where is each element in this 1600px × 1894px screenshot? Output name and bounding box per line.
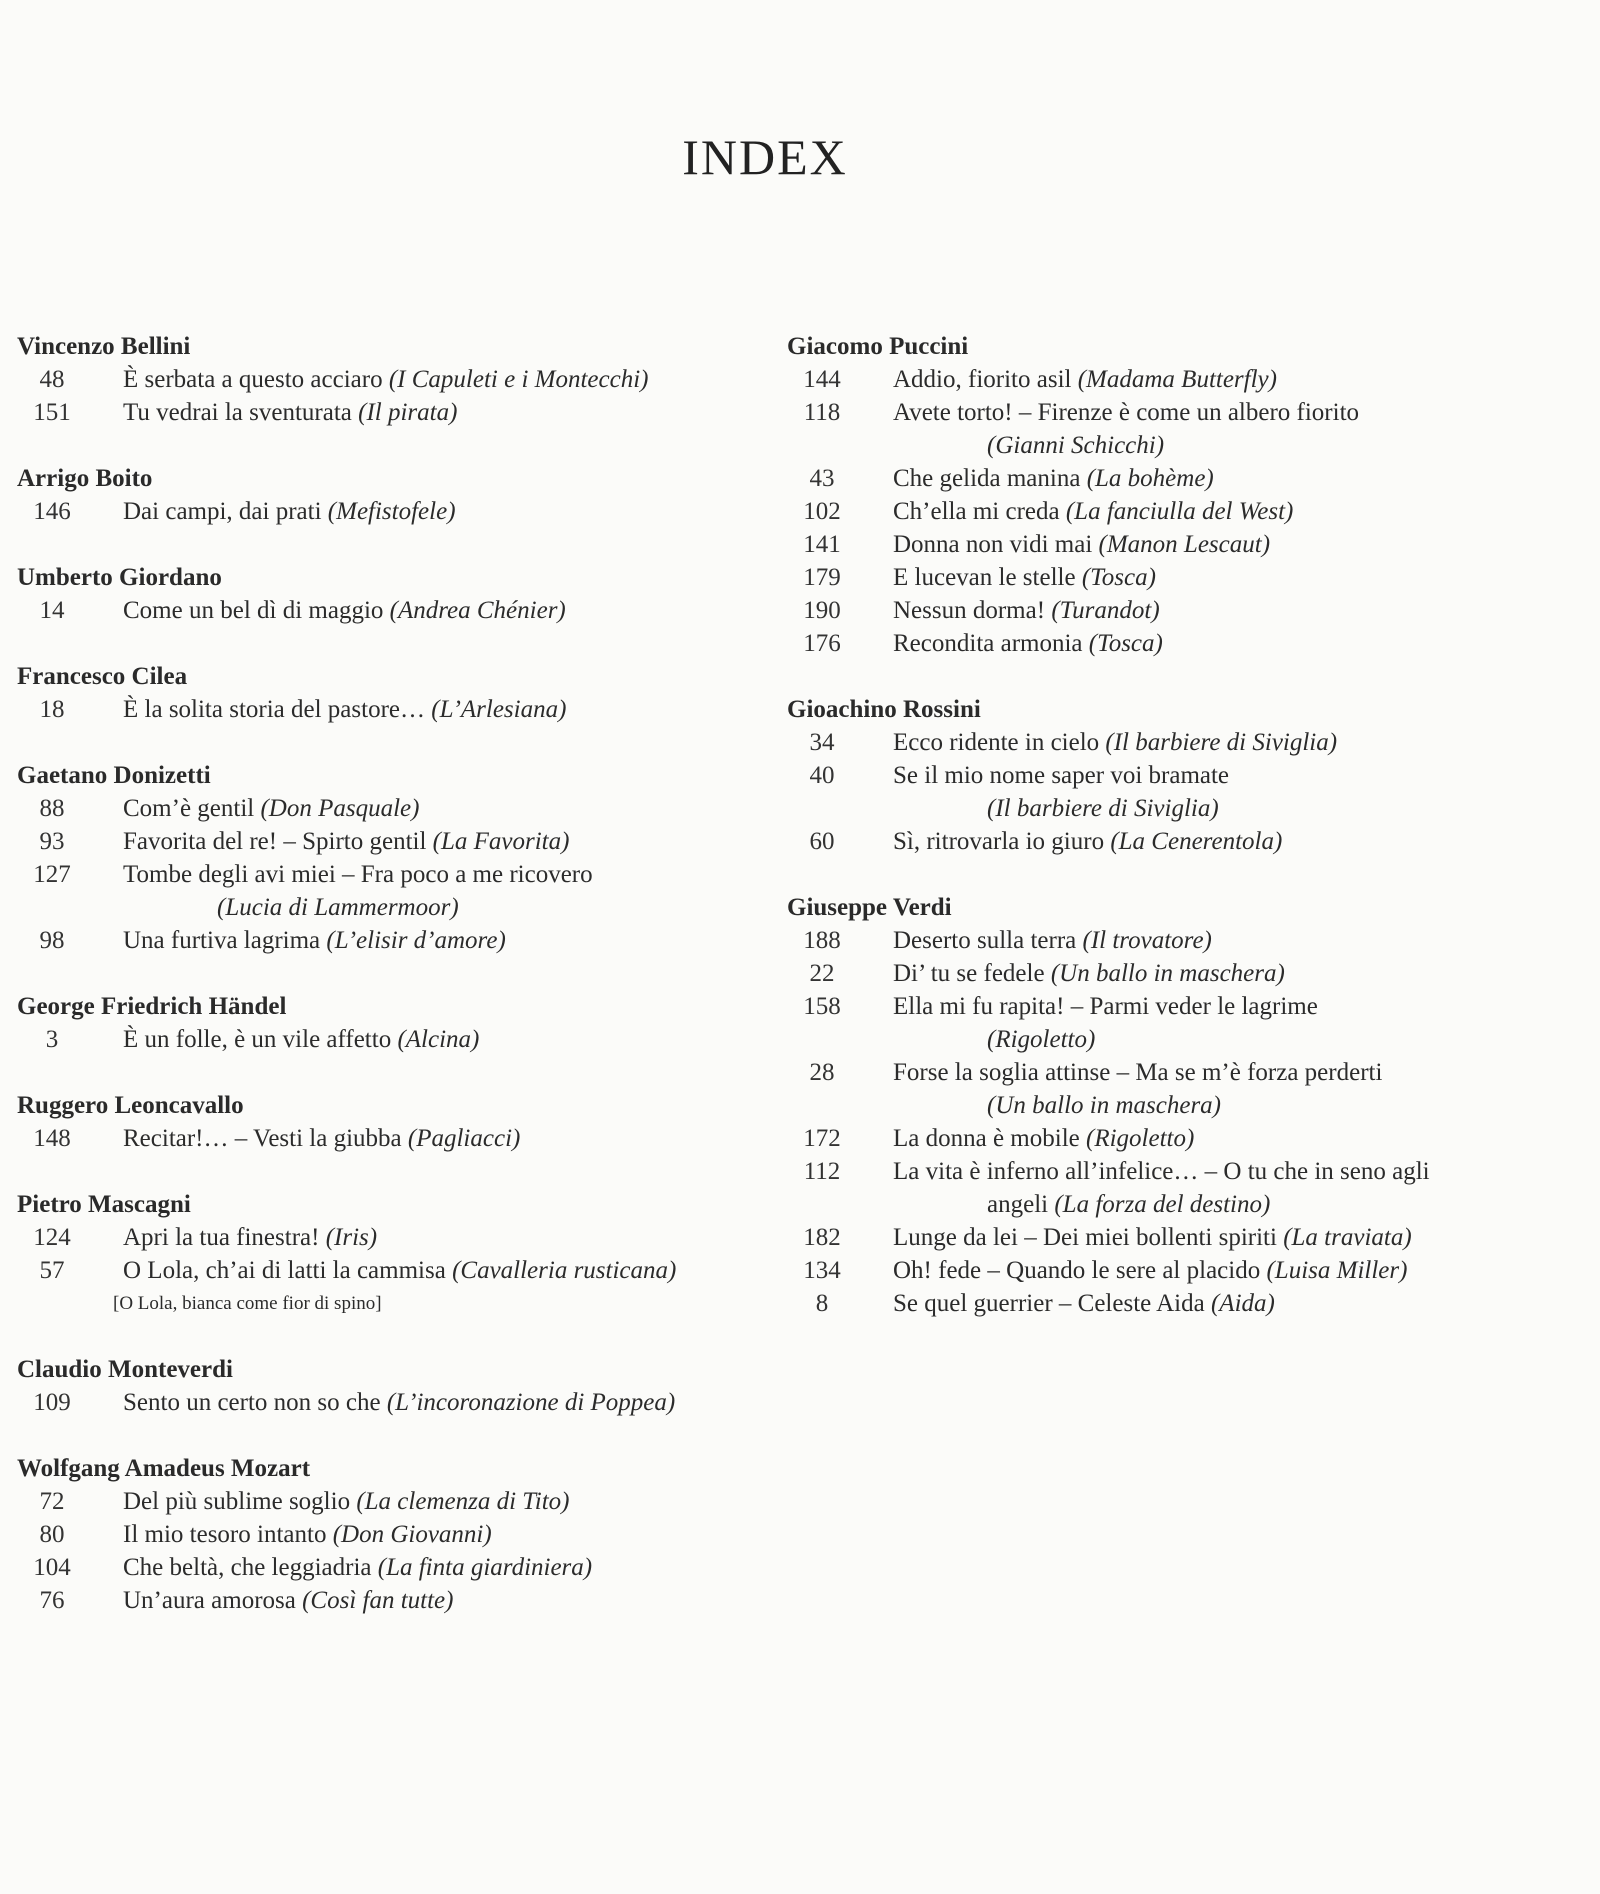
aria-title: Del più sublime soglio xyxy=(123,1488,357,1515)
entry-line xyxy=(123,363,777,396)
entry-text xyxy=(857,528,1547,561)
entry-line xyxy=(123,1254,777,1287)
aria-title: È la solita storia del pastore… xyxy=(123,696,432,723)
index-entry xyxy=(17,1551,777,1584)
index-entry xyxy=(787,726,1547,759)
aria-title: O Lola, ch’ai di latti la cammisa xyxy=(123,1257,453,1284)
opera-title: (Tosca) xyxy=(1088,630,1163,657)
index-entry xyxy=(17,1518,777,1551)
page-number: 3 xyxy=(45,1026,59,1053)
aria-title: Come un bel dì di maggio xyxy=(123,597,390,624)
entry-text xyxy=(857,990,1547,1056)
entry-line xyxy=(893,957,1547,990)
entry-text xyxy=(87,363,777,396)
entry-line xyxy=(123,792,777,825)
page-number: 158 xyxy=(803,993,841,1020)
composer-name: Giacomo Puccini xyxy=(787,333,969,360)
aria-title: Donna non vidi mai xyxy=(893,531,1099,558)
index-entry xyxy=(787,396,1547,462)
composer-section xyxy=(787,693,1547,858)
index-entry xyxy=(787,1287,1547,1320)
index-entry xyxy=(787,957,1547,990)
aria-title: Deserto sulla terra xyxy=(893,927,1083,954)
page-number: 104 xyxy=(33,1554,71,1581)
index-entry xyxy=(787,924,1547,957)
index-entry xyxy=(787,825,1547,858)
entry-text xyxy=(857,825,1547,858)
aria-title: Che beltà, che leggiadria xyxy=(123,1554,378,1581)
aria-title: Forse la soglia attinse – Ma se m’è forza perderti xyxy=(893,1059,1383,1086)
aria-title: Un’aura amorosa xyxy=(123,1587,303,1614)
aria-title: Nessun dorma! xyxy=(893,597,1052,624)
composer-section xyxy=(787,891,1547,1320)
entry-text xyxy=(857,1221,1547,1254)
entry-text xyxy=(87,1386,777,1419)
index-entry xyxy=(787,1122,1547,1155)
aria-title: Tu vedrai la sventurata xyxy=(123,399,359,426)
index-entry xyxy=(787,1221,1547,1254)
opera-title: (L’Arlesiana) xyxy=(431,696,567,723)
aria-title: Recondita armonia xyxy=(893,630,1089,657)
entry-line xyxy=(893,363,1547,396)
entry-text xyxy=(87,396,777,429)
opera-title: (Tosca) xyxy=(1081,564,1156,591)
index-entry xyxy=(787,462,1547,495)
aria-title: angeli xyxy=(987,1191,1055,1218)
entry-text xyxy=(87,792,777,825)
entry-line xyxy=(893,759,1547,792)
aria-title: Se quel guerrier – Celeste Aida xyxy=(893,1290,1211,1317)
page-number: 40 xyxy=(809,762,835,789)
page-number: 141 xyxy=(803,531,841,558)
entry-text xyxy=(857,1122,1547,1155)
entry-line xyxy=(123,1221,777,1254)
aria-title: La donna è mobile xyxy=(893,1125,1086,1152)
index-entry xyxy=(17,594,777,627)
page-number: 28 xyxy=(809,1059,835,1086)
page-number: 14 xyxy=(39,597,65,624)
page-number: 148 xyxy=(33,1125,71,1152)
opera-title: (La traviata) xyxy=(1283,1224,1412,1251)
opera-title: (Lucia di Lammermoor) xyxy=(217,894,459,921)
aria-title: Sento un certo non so che xyxy=(123,1389,387,1416)
opera-title: (Un ballo in maschera) xyxy=(1050,960,1285,987)
entry-line xyxy=(893,1089,1547,1122)
index-entry xyxy=(17,1386,777,1419)
index-entry xyxy=(17,396,777,429)
composer-name: Francesco Cilea xyxy=(17,663,188,690)
index-entry xyxy=(17,825,777,858)
entry-line xyxy=(893,396,1547,429)
aria-title: Oh! fede – Quando le sere al placido xyxy=(893,1257,1267,1284)
entry-line xyxy=(893,495,1547,528)
entry-text xyxy=(857,396,1547,462)
aria-title: Il mio tesoro intanto xyxy=(123,1521,333,1548)
entry-line xyxy=(893,1221,1547,1254)
entry-line xyxy=(893,1254,1547,1287)
page-number: 146 xyxy=(33,498,71,525)
opera-title: (Andrea Chénier) xyxy=(389,597,566,624)
index-entry xyxy=(17,858,777,924)
entry-line xyxy=(893,627,1547,660)
page-number: 102 xyxy=(803,498,841,525)
aria-title: Che gelida manina xyxy=(893,465,1087,492)
entry-line xyxy=(123,1386,777,1419)
composer-section xyxy=(17,1452,777,1617)
composer-section xyxy=(17,1188,777,1320)
entry-text xyxy=(857,1287,1547,1320)
page-number: 176 xyxy=(803,630,841,657)
entry-line xyxy=(123,1518,777,1551)
entry-line xyxy=(893,924,1547,957)
entry-line xyxy=(123,396,777,429)
entry-text xyxy=(87,594,777,627)
index-entry xyxy=(17,1485,777,1518)
composer-section xyxy=(787,330,1547,660)
page-number: 60 xyxy=(809,828,835,855)
opera-title: (Rigoletto) xyxy=(987,1026,1096,1053)
entry-line xyxy=(893,1155,1547,1188)
index-entry xyxy=(787,528,1547,561)
page-number: 182 xyxy=(803,1224,841,1251)
page-number: 118 xyxy=(803,399,841,426)
index-entry xyxy=(787,594,1547,627)
opera-title: (Don Giovanni) xyxy=(332,1521,492,1548)
page-number: 18 xyxy=(39,696,65,723)
index-entry xyxy=(787,561,1547,594)
entry-line xyxy=(893,726,1547,759)
composer-section xyxy=(17,990,777,1056)
opera-title: (Cavalleria rusticana) xyxy=(452,1257,677,1284)
entry-text xyxy=(857,957,1547,990)
composer-section xyxy=(17,1353,777,1419)
aria-title: Una furtiva lagrima xyxy=(123,927,327,954)
entry-line xyxy=(123,495,777,528)
composer-name: George Friedrich Händel xyxy=(17,993,287,1020)
index-entry xyxy=(17,1221,777,1254)
entry-line xyxy=(123,1584,777,1617)
entry-text xyxy=(857,759,1547,825)
opera-title: (La finta giardiniera) xyxy=(377,1554,593,1581)
composer-name: Umberto Giordano xyxy=(17,564,222,591)
page-title: INDEX xyxy=(682,129,848,185)
page-number: 8 xyxy=(815,1290,829,1317)
entry-text xyxy=(857,1056,1547,1122)
opera-title: (La bohème) xyxy=(1086,465,1214,492)
page-number: 88 xyxy=(39,795,65,822)
entry-line xyxy=(893,561,1547,594)
index-entry xyxy=(17,1254,777,1287)
opera-title: (Don Pasquale) xyxy=(260,795,420,822)
entry-text xyxy=(87,1518,777,1551)
entry-text xyxy=(87,1551,777,1584)
entry-line xyxy=(893,462,1547,495)
aria-title: Recitar!… – Vesti la giubba xyxy=(123,1125,408,1152)
aria-title: Di’ tu se fedele xyxy=(893,960,1051,987)
composer-name: Gioachino Rossini xyxy=(787,696,981,723)
index-entry xyxy=(787,990,1547,1056)
aria-title: Addio, fiorito asil xyxy=(893,366,1078,393)
entry-text xyxy=(857,924,1547,957)
entry-text xyxy=(857,1254,1547,1287)
composer-name: Wolfgang Amadeus Mozart xyxy=(17,1455,311,1482)
composer-section xyxy=(17,1089,777,1155)
entry-text xyxy=(87,825,777,858)
page-number: 179 xyxy=(803,564,841,591)
aria-title: Com’è gentil xyxy=(123,795,261,822)
entry-text xyxy=(857,726,1547,759)
index-entry xyxy=(17,363,777,396)
entry-text xyxy=(857,363,1547,396)
aria-title: Apri la tua finestra! xyxy=(123,1224,326,1251)
aria-title: Ecco ridente in cielo xyxy=(893,729,1106,756)
composer-name: Pietro Mascagni xyxy=(17,1191,191,1218)
opera-title: (Il barbiere di Siviglia) xyxy=(1105,729,1338,756)
aria-title: Dai campi, dai prati xyxy=(123,498,328,525)
aria-title: Tombe degli avi miei – Fra poco a me ricovero xyxy=(123,861,593,888)
index-entry xyxy=(787,759,1547,825)
index-entry xyxy=(17,924,777,957)
aria-title: Avete torto! – Firenze è come un albero fiorito xyxy=(893,399,1360,426)
entry-line xyxy=(123,825,777,858)
opera-title: (La Cenerentola) xyxy=(1110,828,1283,855)
opera-title: (Mefistofele) xyxy=(327,498,456,525)
entry-line xyxy=(123,1485,777,1518)
entry-text xyxy=(857,495,1547,528)
entry-text xyxy=(857,594,1547,627)
opera-title: (Il barbiere di Siviglia) xyxy=(987,795,1219,822)
entry-line xyxy=(123,858,777,891)
composer-section xyxy=(17,330,777,429)
page-number: 134 xyxy=(803,1257,841,1284)
composer-section xyxy=(17,462,777,528)
entry-text xyxy=(87,1254,777,1287)
opera-title: (Madama Butterfly) xyxy=(1077,366,1277,393)
entry-line xyxy=(893,825,1547,858)
composer-name: Giuseppe Verdi xyxy=(787,894,952,921)
entry-line xyxy=(893,429,1547,462)
aria-title: E lucevan le stelle xyxy=(893,564,1082,591)
page-number: 144 xyxy=(803,366,841,393)
index-entry xyxy=(17,1023,777,1056)
opera-title: (La Favorita) xyxy=(432,828,570,855)
composer-name: Claudio Monteverdi xyxy=(17,1356,233,1383)
index-entry xyxy=(17,1584,777,1617)
entry-line xyxy=(123,693,777,726)
page-number: 48 xyxy=(39,366,65,393)
entry-text xyxy=(87,495,777,528)
opera-title: (La fanciulla del West) xyxy=(1065,498,1294,525)
opera-title: (Pagliacci) xyxy=(407,1125,521,1152)
entry-text xyxy=(87,858,777,924)
entry-line xyxy=(893,990,1547,1023)
page-number: 190 xyxy=(803,597,841,624)
page-number: 151 xyxy=(33,399,71,426)
page-number: 127 xyxy=(33,861,71,888)
opera-title: (Rigoletto) xyxy=(1086,1125,1195,1152)
page-number: 76 xyxy=(39,1587,65,1614)
index-column-right xyxy=(787,330,1547,1353)
page-number: 188 xyxy=(803,927,841,954)
aria-title: Favorita del re! – Spirto gentil xyxy=(123,828,433,855)
index-column-left xyxy=(17,330,777,1650)
composer-name: Gaetano Donizetti xyxy=(17,762,211,789)
entry-text xyxy=(857,561,1547,594)
page-number: 124 xyxy=(33,1224,71,1251)
opera-title: (Turandot) xyxy=(1051,597,1160,624)
aria-title: Sì, ritrovarla io giuro xyxy=(893,828,1111,855)
entry-line xyxy=(893,1023,1547,1056)
aria-title: Se il mio nome saper voi bramate xyxy=(893,762,1230,789)
entry-text xyxy=(87,693,777,726)
index-entry xyxy=(787,1056,1547,1122)
index-entry xyxy=(787,627,1547,660)
entry-text xyxy=(87,1221,777,1254)
index-entry xyxy=(17,1122,777,1155)
page-number: 112 xyxy=(803,1158,841,1185)
index-entry xyxy=(787,1254,1547,1287)
opera-title: (Luisa Miller) xyxy=(1266,1257,1408,1284)
page-number: 93 xyxy=(39,828,65,855)
entry-text xyxy=(857,1155,1547,1221)
aria-title: Ella mi fu rapita! – Parmi veder le lagrime xyxy=(893,993,1318,1020)
entry-line xyxy=(123,594,777,627)
entry-line xyxy=(893,594,1547,627)
opera-title: (La clemenza di Tito) xyxy=(356,1488,570,1515)
index-entry xyxy=(17,792,777,825)
entry-line xyxy=(123,891,777,924)
opera-title: (Il trovatore) xyxy=(1082,927,1212,954)
opera-title: (Un ballo in maschera) xyxy=(987,1092,1221,1119)
composer-name: Vincenzo Bellini xyxy=(17,333,191,360)
entry-note: [O Lola, bianca come fior di spino] xyxy=(113,1293,382,1314)
entry-text xyxy=(857,462,1547,495)
index-entry xyxy=(17,495,777,528)
page-number: 98 xyxy=(39,927,65,954)
page-number: 57 xyxy=(39,1257,65,1284)
entry-text xyxy=(87,1122,777,1155)
index-entry xyxy=(787,1155,1547,1221)
page-number: 172 xyxy=(803,1125,841,1152)
entry-line xyxy=(123,1023,777,1056)
opera-title: (Il pirata) xyxy=(358,399,458,426)
aria-title: È serbata a questo acciaro xyxy=(123,366,389,393)
page-number: 72 xyxy=(39,1488,65,1515)
opera-title: (Aida) xyxy=(1210,1290,1275,1317)
index-entry xyxy=(787,363,1547,396)
entry-line xyxy=(123,924,777,957)
page-number: 43 xyxy=(809,465,835,492)
opera-title: (Iris) xyxy=(325,1224,378,1251)
entry-text xyxy=(87,1485,777,1518)
composer-name: Arrigo Boito xyxy=(17,465,153,492)
page-number: 22 xyxy=(809,960,835,987)
entry-text xyxy=(87,924,777,957)
aria-title: Lunge da lei – Dei miei bollenti spiriti xyxy=(893,1224,1284,1251)
aria-title: È un folle, è un vile affetto xyxy=(123,1026,398,1053)
opera-title: (Alcina) xyxy=(397,1026,480,1053)
entry-line xyxy=(893,1188,1547,1221)
entry-line xyxy=(123,1551,777,1584)
page-number: 109 xyxy=(33,1389,71,1416)
opera-title: (Manon Lescaut) xyxy=(1098,531,1271,558)
entry-text xyxy=(87,1023,777,1056)
entry-text xyxy=(857,627,1547,660)
composer-name: Ruggero Leoncavallo xyxy=(17,1092,244,1119)
aria-title: Ch’ella mi creda xyxy=(893,498,1066,525)
opera-title: (La forza del destino) xyxy=(1054,1191,1271,1218)
entry-line xyxy=(893,1122,1547,1155)
entry-line xyxy=(893,1287,1547,1320)
page-number: 80 xyxy=(39,1521,65,1548)
entry-line xyxy=(123,1122,777,1155)
entry-line xyxy=(893,528,1547,561)
opera-title: (L’elisir d’amore) xyxy=(326,927,506,954)
page-number: 34 xyxy=(809,729,835,756)
entry-text xyxy=(87,1584,777,1617)
composer-section xyxy=(17,660,777,726)
composer-section xyxy=(17,759,777,957)
opera-title: (Gianni Schicchi) xyxy=(987,432,1165,459)
aria-title: La vita è inferno all’infelice… – O tu che in seno agli xyxy=(893,1158,1430,1185)
index-entry xyxy=(17,693,777,726)
entry-line xyxy=(893,1056,1547,1089)
index-entry xyxy=(787,495,1547,528)
opera-title: (Così fan tutte) xyxy=(302,1587,454,1614)
opera-title: (I Capuleti e i Montecchi) xyxy=(388,366,649,393)
entry-line xyxy=(893,792,1547,825)
opera-title: (L’incoronazione di Poppea) xyxy=(386,1389,676,1416)
composer-section xyxy=(17,561,777,627)
